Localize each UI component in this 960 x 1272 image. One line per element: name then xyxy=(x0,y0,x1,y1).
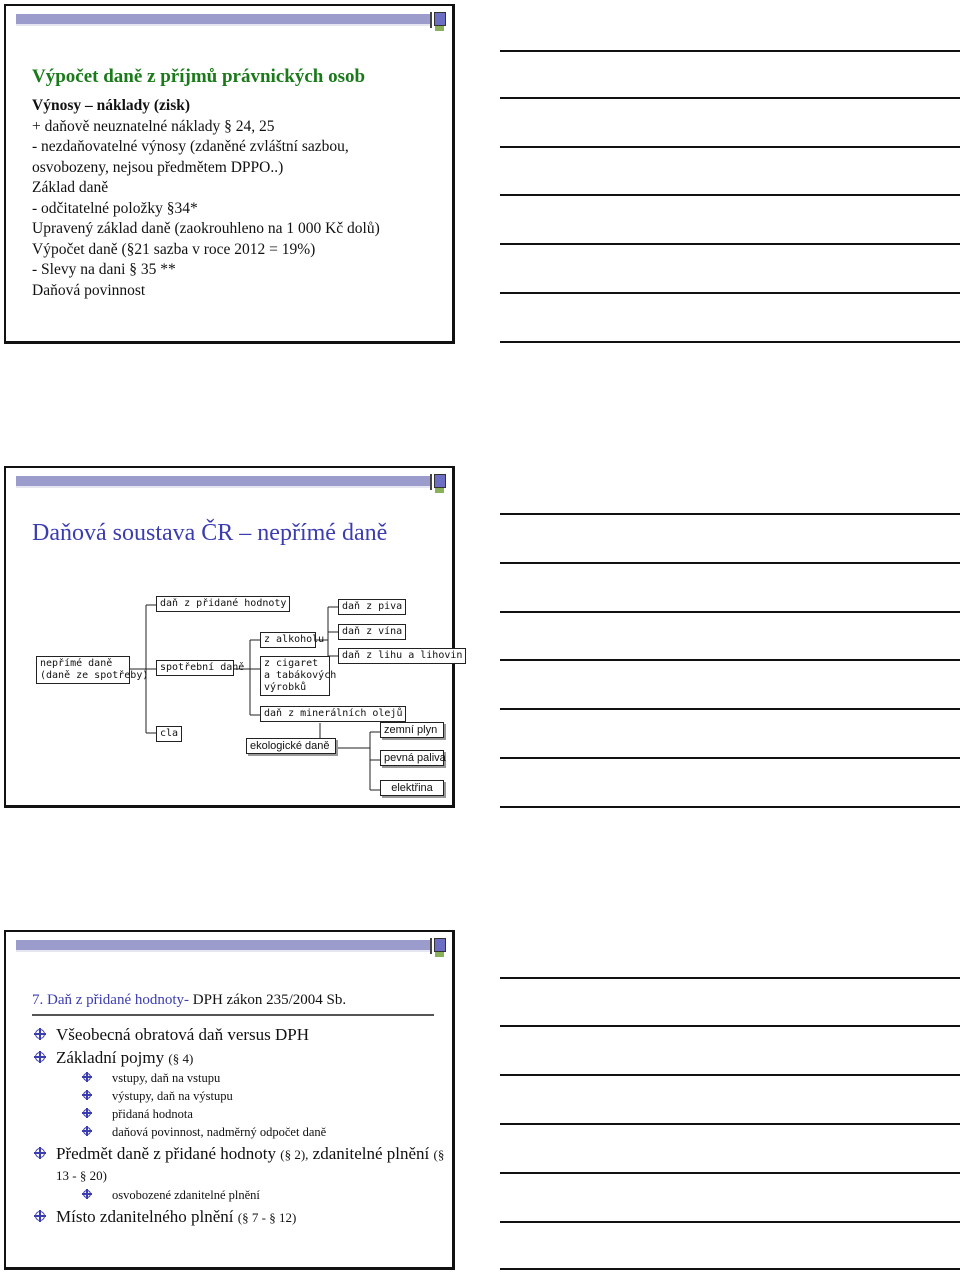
circle-cross-bullet-icon xyxy=(82,1072,92,1082)
slide-1-line: + daňově neuznatelné náklady § 24, 25 xyxy=(32,117,275,135)
slide-1-line: Upravený základ daně (zaokrouhleno na 1 000 Kč dolů) xyxy=(32,220,380,237)
bullet-reference: (§ 4) xyxy=(168,1051,194,1066)
slide-2 xyxy=(4,466,463,808)
slide-1-body xyxy=(32,96,380,301)
slide-3-title-colored: 7. Daň z přidané hodnoty- xyxy=(32,992,190,1008)
tax-tree-diagram xyxy=(6,468,463,810)
slide-1 xyxy=(4,4,455,344)
note-line xyxy=(500,97,960,99)
bullet-reference: (§ 2), xyxy=(280,1147,309,1162)
slide-1-line: Výpočet daně (§21 sazba v roce 2012 = 19%) xyxy=(32,240,316,258)
note-line xyxy=(500,1221,960,1223)
node-lih: daň z lihu a lihovin xyxy=(338,648,466,664)
circle-cross-bullet-icon xyxy=(82,1189,92,1199)
bullet-reference: (§ 7 - § 12) xyxy=(237,1210,297,1225)
slide-1-line: Základ daně xyxy=(32,179,109,196)
node-cigarety-line-1: z cigaret xyxy=(264,658,319,669)
note-line xyxy=(500,806,960,808)
note-line xyxy=(500,562,960,564)
slide-header-bar xyxy=(6,6,452,38)
node-ekologicke: ekologické daně xyxy=(246,738,336,754)
corner-square-icon xyxy=(434,12,446,26)
bullet-text-continued: zdanitelné plnění xyxy=(308,1144,434,1163)
circle-cross-bullet-icon xyxy=(34,1028,46,1040)
note-line xyxy=(500,611,960,613)
note-line xyxy=(500,977,960,979)
slide-3-bullet-list xyxy=(32,1022,452,1228)
slide-1-line: Výnosy – náklady (zisk) xyxy=(32,97,191,114)
bullet-text: přidaná hodnota xyxy=(112,1107,193,1121)
note-line xyxy=(500,243,960,245)
bullet-item xyxy=(32,1207,452,1228)
circle-cross-bullet-icon xyxy=(34,1051,46,1063)
bullet-text: vstupy, daň na vstupu xyxy=(112,1071,221,1085)
circle-cross-bullet-icon xyxy=(34,1147,46,1159)
bullet-text: Všeobecná obratová daň versus DPH xyxy=(56,1025,310,1044)
circle-cross-bullet-icon xyxy=(82,1108,92,1118)
note-line xyxy=(500,194,960,196)
note-line xyxy=(500,1025,960,1027)
bullet-text: Základní pojmy xyxy=(56,1048,169,1067)
note-line xyxy=(500,292,960,294)
node-pivo: daň z piva xyxy=(338,599,406,615)
note-line xyxy=(500,50,960,52)
node-plyn: zemní plyn xyxy=(380,722,444,738)
sub-bullet-item xyxy=(32,1069,452,1087)
slide-header-bar xyxy=(6,932,452,964)
node-cigarety xyxy=(260,656,337,696)
bullet-text: Předmět daně z přidané hodnoty xyxy=(56,1144,281,1163)
note-line xyxy=(500,1123,960,1125)
note-line xyxy=(500,146,960,148)
slide-1-line: Daňová povinnost xyxy=(32,281,146,299)
bullet-text: Místo zdanitelného plnění xyxy=(56,1207,238,1226)
bullet-text: osvobozené zdanitelné plnění xyxy=(112,1188,260,1202)
note-line xyxy=(500,1074,960,1076)
bullet-text: daňová povinnost, nadměrný odpočet daně xyxy=(112,1125,327,1139)
node-cla: cla xyxy=(156,726,182,742)
slide-3-title xyxy=(32,992,346,1009)
slide-1-line: - Slevy na dani § 35 ** xyxy=(32,261,176,278)
slide-1-title: Výpočet daně z příjmů právnických osob xyxy=(32,66,366,87)
note-line xyxy=(500,659,960,661)
circle-cross-bullet-icon xyxy=(82,1126,92,1136)
note-line xyxy=(500,1172,960,1174)
sub-bullet-item xyxy=(32,1087,452,1105)
circle-cross-bullet-icon xyxy=(34,1210,46,1222)
node-neprime-line-2: (daně ze spotřeby) xyxy=(40,670,149,681)
note-line xyxy=(500,708,960,710)
node-dph: daň z přidané hodnoty xyxy=(156,596,290,612)
note-line xyxy=(500,513,960,515)
node-elektrina: elektřina xyxy=(380,780,444,796)
bullet-item xyxy=(32,1144,452,1186)
node-spotrebni: spotřební daně xyxy=(156,660,234,676)
bullet-item xyxy=(32,1048,452,1069)
slide-1-line: - odčitatelné položky §34* xyxy=(32,199,198,217)
note-line xyxy=(500,1268,960,1270)
slide-1-line: osvobozeny, nejsou předmětem DPPO..) xyxy=(32,158,284,176)
slide-2-title: Daňová soustava ČR – nepřímé daně xyxy=(32,520,388,546)
slide-1-line: - nezdaňovatelné výnosy (zdaněné zvláštní sazbou, xyxy=(32,138,349,155)
bullet-text: výstupy, daň na výstupu xyxy=(112,1089,233,1103)
bullet-reference: (§ 13 - § 20) xyxy=(56,1147,445,1183)
node-mineralni: daň z minerálních olejů xyxy=(260,706,406,722)
title-underline xyxy=(32,1014,434,1016)
node-paliva: pevná paliva xyxy=(380,750,444,766)
bullet-item xyxy=(32,1025,452,1045)
sub-bullet-item xyxy=(32,1123,452,1141)
sub-bullet-item xyxy=(32,1105,452,1123)
node-neprime-dane xyxy=(36,656,149,684)
node-vino: daň z vína xyxy=(338,624,406,640)
node-neprime-line-1: nepřímé daně xyxy=(40,658,113,669)
note-line xyxy=(500,341,960,343)
slide-3 xyxy=(4,930,455,1270)
sub-bullet-item xyxy=(32,1186,452,1204)
node-cigarety-line-2: a tabákových xyxy=(264,670,337,681)
corner-square-icon xyxy=(434,938,446,952)
node-alkohol: z alkoholu xyxy=(260,632,316,648)
circle-cross-bullet-icon xyxy=(82,1090,92,1100)
note-line xyxy=(500,757,960,759)
node-cigarety-line-3: výrobků xyxy=(264,682,307,693)
slide-3-title-black: DPH zákon 235/2004 Sb. xyxy=(189,992,347,1008)
